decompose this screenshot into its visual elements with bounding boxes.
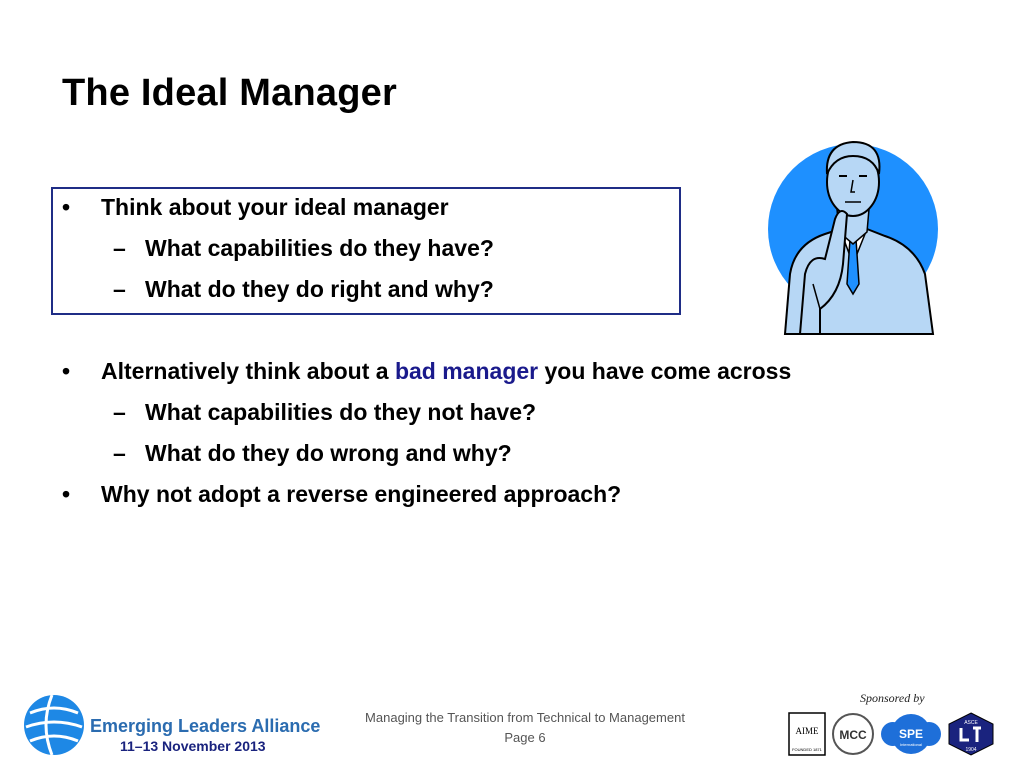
event-dates: 11–13 November 2013	[120, 738, 266, 754]
aime-logo	[788, 712, 826, 756]
sub-item-capabilities-have: What capabilities do they have?	[145, 235, 494, 261]
spe-text: SPE	[898, 727, 924, 741]
dash-4: –	[113, 440, 126, 466]
sponsored-by-label: Sponsored by	[860, 691, 925, 705]
dash-3: –	[113, 399, 126, 425]
dash-2: –	[113, 276, 126, 302]
dash-1: –	[113, 235, 126, 261]
page-number: Page 6	[504, 730, 546, 745]
bullet-item-bad-manager	[101, 358, 791, 385]
organization-name: Emerging Leaders Alliance	[90, 716, 321, 736]
bullet-item-reverse-engineered: Why not adopt a reverse engineered approach?	[101, 481, 622, 507]
sub-item-do-right: What do they do right and why?	[145, 276, 494, 302]
spe-sub-text: International	[899, 742, 923, 747]
thinking-man-illustration	[765, 134, 945, 339]
bad-manager-highlight: bad manager	[394, 358, 539, 384]
bullet-3: •	[62, 481, 71, 507]
mcc-text: MCC	[839, 728, 867, 742]
alt-suffix: you have come across	[538, 358, 792, 384]
slide-title: The Ideal Manager	[62, 72, 397, 114]
bullet-item-ideal-manager: Think about your ideal manager	[101, 194, 449, 220]
bullet-1: •	[62, 194, 71, 220]
sub-item-do-wrong: What do they do wrong and why?	[145, 440, 512, 466]
aime-text: AIME	[795, 726, 819, 736]
alt-prefix: Alternatively think about a	[101, 358, 395, 384]
mcc-logo	[831, 712, 875, 756]
globe-icon	[22, 693, 86, 757]
presentation-title: Managing the Transition from Technical to Management	[365, 710, 685, 725]
spe-logo	[879, 712, 943, 756]
asce-year-text: 1904	[965, 747, 977, 753]
aime-founded-text: FOUNDED 1871	[792, 747, 822, 752]
asce-text: ASCE	[964, 720, 978, 726]
asce-logo	[948, 712, 994, 756]
sub-item-capabilities-not-have: What capabilities do they not have?	[145, 399, 537, 425]
bullet-2: •	[62, 358, 71, 384]
